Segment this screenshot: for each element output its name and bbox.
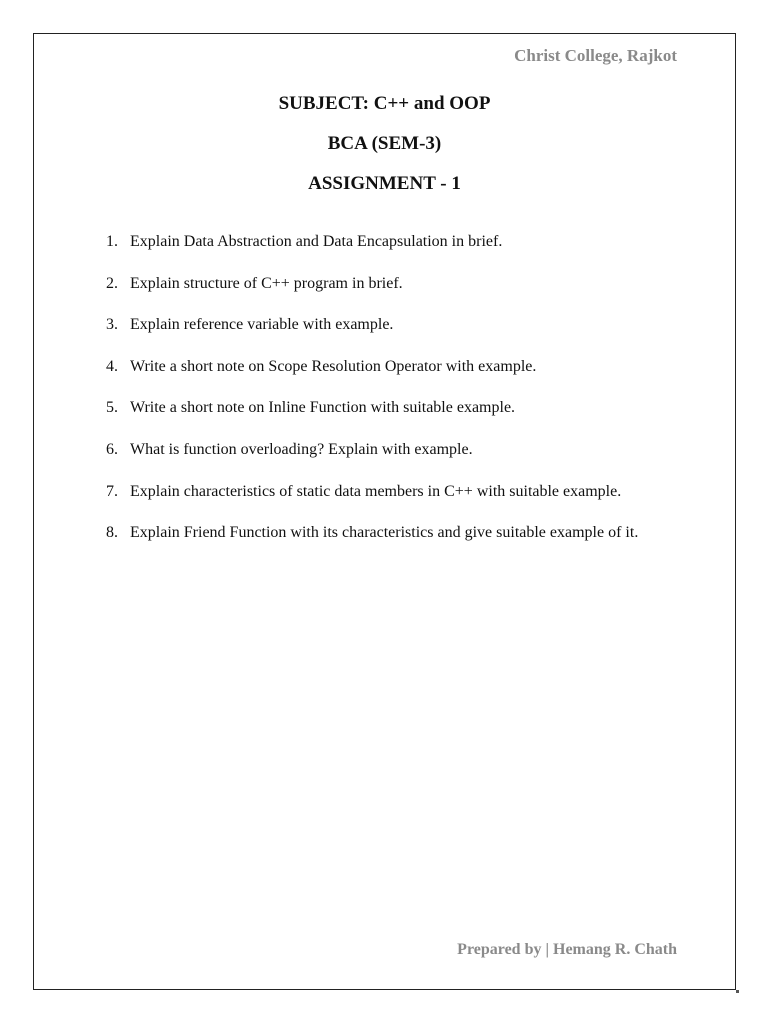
question-text: Explain structure of C++ program in brief.: [130, 274, 403, 292]
question-item: [86, 315, 638, 357]
question-item: [86, 440, 638, 482]
question-text: Explain Data Abstraction and Data Encapsulation in brief.: [130, 233, 503, 250]
question-item: [86, 398, 638, 440]
question-number: 5.: [106, 399, 118, 417]
question-number: 1.: [106, 233, 118, 250]
question-item: [86, 357, 638, 399]
question-list: [86, 232, 638, 565]
subject-title: SUBJECT: C++ and OOP: [278, 93, 491, 114]
title-block: [34, 84, 735, 204]
question-number: 2.: [106, 274, 118, 292]
assignment-title: ASSIGNMENT - 1: [308, 173, 461, 194]
corner-mark: [736, 990, 739, 993]
question-number: 6.: [106, 440, 118, 458]
question-text: Write a short note on Scope Resolution Operator with example.: [130, 357, 537, 375]
question-text: What is function overloading? Explain with example.: [130, 440, 473, 458]
question-item: [86, 523, 638, 565]
question-number: 7.: [106, 482, 118, 500]
question-number: 4.: [106, 357, 118, 375]
college-header: Christ College, Rajkot: [514, 46, 677, 65]
question-item: [86, 482, 638, 524]
question-text: Explain reference variable with example.: [130, 316, 394, 334]
question-item: [86, 232, 638, 274]
question-text: Write a short note on Inline Function with suitable example.: [130, 399, 516, 417]
prepared-by-footer: Prepared by | Hemang R. Chath: [457, 941, 677, 958]
question-number: 8.: [106, 524, 118, 542]
page-frame: [33, 33, 736, 990]
question-item: [86, 274, 638, 316]
course-title: BCA (SEM-3): [327, 133, 442, 154]
question-text: Explain Friend Function with its characteristics and give suitable example of it.: [130, 524, 639, 542]
question-text: Explain characteristics of static data members in C++ with suitable example.: [130, 482, 622, 500]
question-number: 3.: [106, 316, 118, 334]
